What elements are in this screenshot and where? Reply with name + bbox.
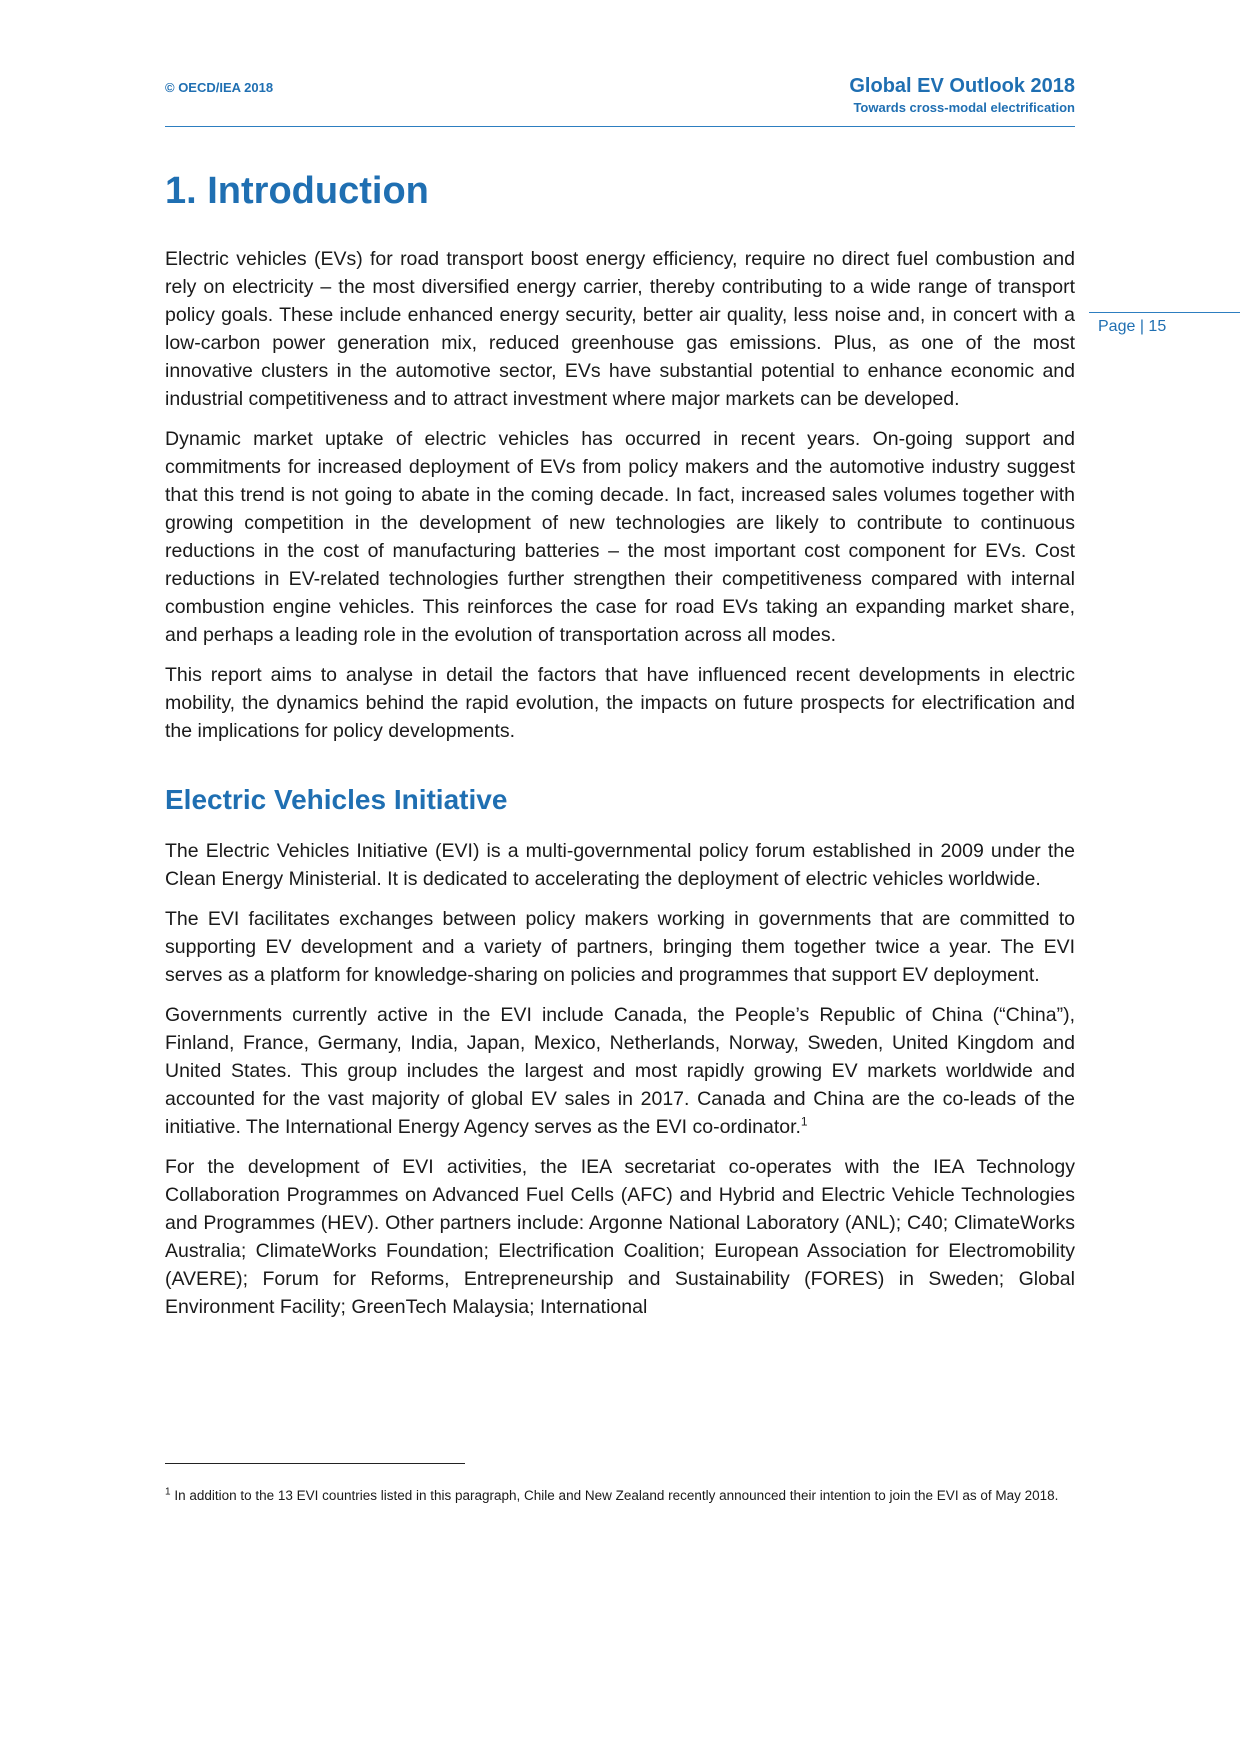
page-number: Page | 15 [1098, 318, 1167, 335]
copyright-notice: © OECD/IEA 2018 [165, 80, 274, 95]
body-paragraph: Electric vehicles (EVs) for road transport boost energy efficiency, require no direct fuel combustion and rely on electricity – the most diversified energy carrier, thereby contributing to a wide range of transport policy goals. These include enhanced energy security, better air quality, less noise and, in concert with a low-carbon power generation mix, reduced greenhouse gas emissions. Plus, as one of the most innovative clusters in the automotive sector, EVs have substantial potential to enhance economic and industrial competitiveness and to attract investment where major markets can be developed. [165, 248, 1075, 410]
report-title: Global EV Outlook 2018 [849, 75, 1075, 97]
footnote-marker: 1 [165, 1486, 171, 1498]
page-marker-divider [1089, 312, 1240, 313]
body-paragraph [165, 1001, 1075, 1141]
running-header [849, 74, 1075, 118]
body-paragraph: This report aims to analyse in detail the factors that have influenced recent developments in electric mobility, the dynamics behind the rapid evolution, the impacts on future prospects for electrification and the implications for policy developments. [165, 664, 1075, 742]
footnote-text: In addition to the 13 EVI countries listed in this paragraph, Chile and New Zealand recently announced their intention to join the EVI as of May 2018. [174, 1488, 1059, 1503]
chapter-heading: 1. Introduction [165, 170, 429, 212]
body-paragraph: The EVI facilitates exchanges between policy makers working in governments that are committed to supporting EV development and a variety of partners, bringing them together twice a year. The EVI serves as a platform for knowledge-sharing on policies and programmes that support EV deployment. [165, 908, 1075, 986]
body-paragraph: The Electric Vehicles Initiative (EVI) is a multi-governmental policy forum established in 2009 under the Clean Energy Ministerial. It is dedicated to accelerating the deployment of electric vehicles worldwide. [165, 840, 1075, 890]
body-paragraph: Dynamic market uptake of electric vehicles has occurred in recent years. On-going support and commitments for increased deployment of EVs from policy makers and the automotive industry suggest that this trend is not going to abate in the coming decade. In fact, increased sales volumes together with growing competition in the development of new technologies are likely to contribute to continuous reductions in the cost of manufacturing batteries – the most important cost component for EVs. Cost reductions in EV-related technologies further strengthen their competitiveness compared with internal combustion engine vehicles. This reinforces the case for road EVs taking an expanding market share, and perhaps a leading role in the evolution of transportation across all modes. [165, 428, 1075, 646]
footnote [165, 1485, 1075, 1506]
header-divider [165, 126, 1075, 127]
footnote-divider [165, 1463, 465, 1464]
paragraph-text: Governments currently active in the EVI include Canada, the People’s Republic of China (“China”), Finland, France, Germany, India, Japan, Mexico, Netherlands, Norway, Sweden, United Kingdom and United States. This group includes the largest and most rapidly growing EV markets worldwide and accounted for the vast majority of global EV sales in 2017. Canada and China are the co-leads of the initiative. The International Energy Agency serves as the EVI co-ordinator. [165, 1004, 1075, 1138]
page-body [165, 165, 1075, 1333]
section-heading: Electric Vehicles Initiative [165, 784, 508, 815]
report-subtitle: Towards cross-modal electrification [853, 100, 1075, 115]
body-paragraph: For the development of EVI activities, the IEA secretariat co-operates with the IEA Technology Collaboration Programmes on Advanced Fuel Cells (AFC) and Hybrid and Electric Vehicle Technologies and Programmes (HEV). Other partners include: Argonne National Laboratory (ANL); C40; ClimateWorks Australia; ClimateWorks Foundation; Electrification Coalition; European Association for Electromobility (AVERE); Forum for Reforms, Entrepreneurship and Sustainability (FORES) in Sweden; Global Environment Facility; GreenTech Malaysia; International [165, 1156, 1075, 1318]
footnote-reference[interactable]: 1 [800, 1114, 808, 1129]
